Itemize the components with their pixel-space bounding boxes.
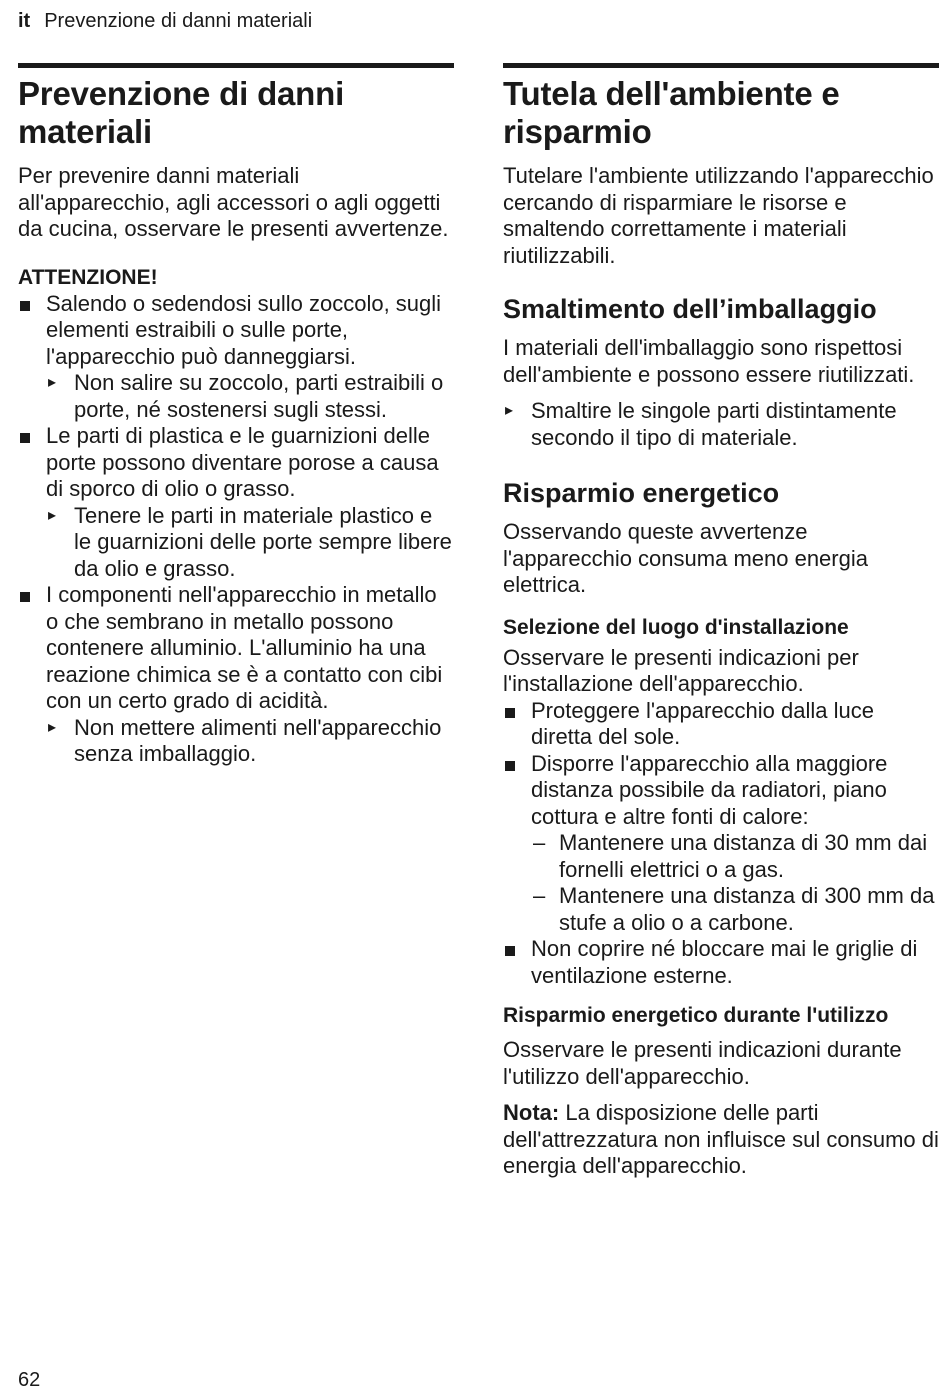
- section-rule: [503, 63, 939, 68]
- location-text: Osservare le presenti indicazioni per l'installazione dell'apparecchio.: [503, 644, 859, 696]
- language-code: it: [18, 10, 31, 32]
- note-label: Nota:: [503, 1100, 560, 1125]
- warning-item: [18, 291, 454, 424]
- action-item: ▸ Non mettere alimenti nell'apparecchio senza imballaggio.: [46, 715, 454, 768]
- running-header: [18, 7, 312, 35]
- section-rule: [18, 63, 454, 68]
- left-column: [18, 63, 454, 768]
- note-text: La disposizione delle parti dell'attrezzatura non influisce sul consumo di energia dell'apparecchio.: [503, 1100, 939, 1178]
- warning-item: [18, 423, 454, 582]
- warning-label: ATTENZIONE!: [18, 265, 158, 289]
- right-column: [503, 63, 939, 1180]
- usage-text: Osservare le presenti indicazioni durante l'utilizzo dell'apparecchio.: [503, 1037, 902, 1089]
- heading-installation-location: Selezione del luogo d'installazione: [503, 615, 849, 639]
- heading-packaging-disposal: Smaltimento dell’imballaggio: [503, 294, 877, 324]
- packaging-text: I materiali dell'imballaggio sono rispettosi dell'ambiente e possono essere riutilizzati.: [503, 335, 915, 387]
- warning-text: Le parti di plastica e le guarnizioni delle porte possono diventare porose a causa di sporco di olio o grasso.: [46, 423, 439, 501]
- energy-text: Osservando queste avvertenze l'apparecchio consuma meno energia elettrica.: [503, 519, 868, 597]
- page-number: 62: [18, 1369, 41, 1391]
- dash-item: – Mantenere una distanza di 300 mm da stufe a olio o a carbone.: [531, 883, 939, 936]
- note: [503, 1100, 939, 1180]
- warning-list: [18, 291, 454, 768]
- warning-text: I componenti nell'apparecchio in metallo o che sembrano in metallo possono contenere alluminio. L'alluminio ha una reazione chimica se è a contatto con cibi con un certo grado di acidità.: [46, 582, 443, 713]
- warning-text: Salendo o sedendosi sullo zoccolo, sugli elementi estraibili o sulle porte, l'apparecchio può danneggiarsi.: [46, 290, 442, 369]
- environment-intro: Tutelare l'ambiente utilizzando l'apparecchio cercando di risparmiare le risorse e smaltendo correttamente i materiali riutilizzabili.: [503, 163, 934, 268]
- dash-item: – Mantenere una distanza di 30 mm dai fornelli elettrici o a gas.: [531, 830, 939, 883]
- header-title: Prevenzione di danni materiali: [44, 10, 313, 32]
- list-item: [503, 751, 939, 937]
- damage-intro: Per prevenire danni materiali all'apparecchio, agli accessori o agli oggetti da cucina, osservare le presenti avvertenze.: [18, 163, 449, 241]
- warning-item: [18, 582, 454, 768]
- list-item-text: Disporre l'apparecchio alla maggiore distanza possibile da radiatori, piano cottura e altre fonti di calore:: [531, 750, 888, 829]
- section-title-environment: Tutela dell'ambiente e risparmio: [503, 75, 840, 150]
- list-item: Non coprire né bloccare mai le griglie di ventilazione esterne.: [503, 936, 939, 989]
- action-item: ▸ Tenere le parti in materiale plastico e le guarnizioni delle porte sempre libere da olio e grasso.: [46, 503, 454, 583]
- action-item: ▸ Smaltire le singole parti distintamente secondo il tipo di materiale.: [503, 398, 939, 451]
- action-item: ▸ Non salire su zoccolo, parti estraibili o porte, né sostenersi sugli stessi.: [46, 370, 454, 423]
- heading-energy-during-use: Risparmio energetico durante l'utilizzo: [503, 1004, 889, 1027]
- list-item: Proteggere l'apparecchio dalla luce diretta del sole.: [503, 698, 939, 751]
- heading-energy-saving: Risparmio energetico: [503, 478, 780, 508]
- section-title-damage: Prevenzione di danni materiali: [18, 75, 345, 150]
